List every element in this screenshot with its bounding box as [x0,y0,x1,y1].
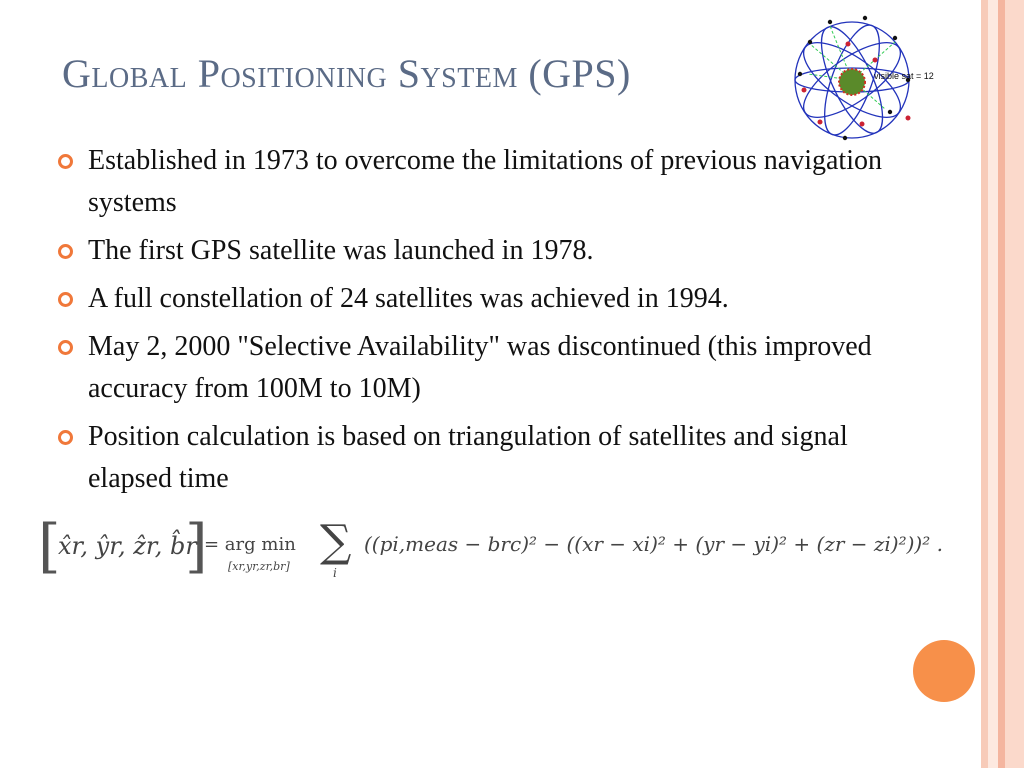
orange-ring-bullet-icon [58,340,73,355]
bullet-item [56,278,936,320]
formula-argmin-subscript: [xr,yr,zr,br] [228,560,290,573]
accent-circle [913,640,975,702]
decor-stripe-1 [981,0,988,768]
bullet-item [56,230,936,272]
formula-right-bracket: ] [185,512,208,580]
bullet-text: A full constellation of 24 satellites was achieved in 1994. [88,283,729,314]
bullet-text: Established in 1973 to overcome the limitations of previous navigation systems [88,145,882,218]
gps-constellation-icon [790,14,950,146]
decor-stripe-4 [1005,0,1024,768]
orange-ring-bullet-icon [58,244,73,259]
bullet-text: The first GPS satellite was launched in 1978. [88,235,594,266]
formula-lhs: x̂r, ŷr, ẑr, b̂r [58,532,197,560]
bullet-list [56,140,936,506]
gps-image-caption: visible sat = 12 [874,71,934,81]
position-formula [38,512,983,584]
bullet-item [56,326,936,410]
formula-left-bracket: [ [38,512,61,580]
slide-title: Global Positioning System (GPS) [62,51,631,96]
formula-argmin: = arg min [204,534,296,555]
bullet-item [56,140,936,224]
orange-ring-bullet-icon [58,430,73,445]
bullet-item [56,416,936,500]
orange-ring-bullet-icon [58,292,73,307]
formula-rhs: ((pi,meas − brc)² − ((xr − xi)² + (yr − yi)² + (zr − zi)²))² . [364,532,943,556]
formula-sum-index: i [333,566,337,580]
formula-sum-symbol: ∑ [320,516,352,567]
orange-ring-bullet-icon [58,154,73,169]
bullet-text: May 2, 2000 "Selective Availability" was discontinued (this improved accuracy from 100M to 10M) [88,331,872,404]
bullet-text: Position calculation is based on triangulation of satellites and signal elapsed time [88,421,848,494]
decor-stripe-2 [988,0,998,768]
decor-stripe-3 [998,0,1005,768]
